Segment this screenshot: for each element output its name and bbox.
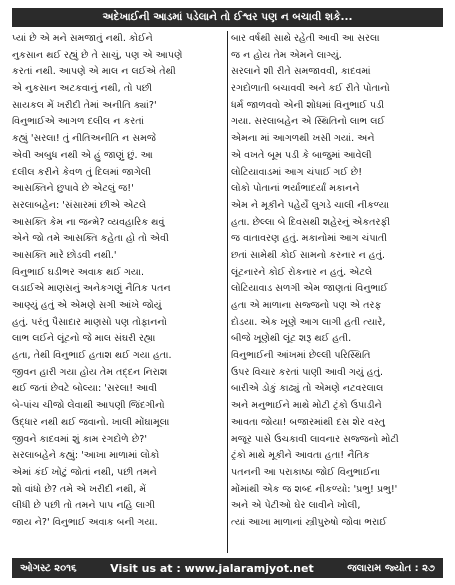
text-line: લોકો પોતાનાં ભર્યાભાદર્યાં મકાનને — [231, 183, 360, 195]
page-footer — [12, 558, 443, 578]
text-line: એ વખતે બૂમ પડી કે બાજુમાં આવેલી — [231, 149, 372, 161]
text-line: જાય ને?' વિનુભાઈ અવાક બની ગયા. — [12, 516, 158, 528]
text-line: લોટિયાવાડ સળગી એમ જાણતાં વિનુભાઈ — [231, 283, 388, 295]
text-line: જીવન હારી ગયા હોય તેમ તદ્દન નિરાશ — [12, 366, 168, 378]
text-line: અને મનુભાઈને માથે મોટી ટ્રંકો ઉપાડીને — [231, 400, 382, 412]
text-line: થઈ જતાં છેવટે બોલ્યા: 'સરલા! આવી — [12, 383, 158, 395]
text-line: આણ્યું હતું એ એમણે સગી આંખે જોયું — [12, 300, 162, 311]
text-line: લૂંટનારને કોઈ રોકનાર ન હતું. એટલે — [231, 266, 373, 278]
text-line: મજૂર પાસે ઉચકાવી લાવનાર સજ્જનો મોટી — [231, 433, 399, 445]
text-line: આસક્તિ કેમ ના જન્મે? વ્યવહારિક થવું — [12, 216, 165, 228]
text-line: લોટિયાવાડમાં આગ ચંપાઈ ગઈ છે! — [231, 166, 363, 178]
text-line: પ્યાં છે એ મને સમજાતું નથી. કોઈને — [12, 33, 153, 44]
text-line: નુકસાન થઈ રહ્યું છે તે સાચું, પણ એ આપણે — [12, 49, 183, 61]
text-line: સરલાબહેન: 'સંસારમાં છીએ એટલે — [12, 199, 147, 211]
text-line: એમાં કંઈ ખોટું જોતાં નથી, પછી તમને — [12, 466, 157, 478]
text-line: હતા, તેથી વિનુભાઈ હતાશ થઈ ગયા હતા. — [12, 350, 172, 362]
text-line: એ નુકસાન અટકવાનું નથી, તો પછી — [12, 83, 152, 95]
column-divider — [227, 31, 228, 553]
article-columns — [12, 31, 443, 553]
footer-website[interactable]: Visit us at : www.jalaramjyot.net — [110, 561, 314, 575]
text-line: અને એ પેટીઓ ઘેર લાવીને ખોલી, — [231, 500, 361, 512]
text-line: મોંમાંથી એક જ શબ્દ નીકળ્યો: 'પ્રભુ! પ્રભુ!' — [231, 483, 398, 495]
text-line: દોડયા. એક ખૂણે આગ લાગી હતી ત્યારે, — [231, 316, 386, 328]
text-line: વિનુભાઈની આંખમાં છેલ્લી પરિસ્થિતિ — [231, 350, 371, 362]
article-header — [12, 8, 443, 27]
text-line: ધર્મ જાળવવો એની શોધમાં વિનુભાઈ પડી — [231, 99, 385, 111]
text-line: છતાં સામેથી કોઈ સામનો કરનાર ન હતું. — [231, 249, 386, 261]
text-line: બાર વર્ષથી સાથે રહેતી આવી આ સરલા — [231, 33, 380, 44]
text-line: પતનની આ પરાકાષ્ઠા જોઈ વિનુભાઈના — [231, 466, 380, 478]
text-line: બીજે ખૂણેથી લૂંટ શરૂ થઈ હતી. — [231, 333, 352, 345]
article-title: અદેખાઈની આડમાં પડેલાને તો ઈશ્વર પણ ન બચાવી શકે... — [102, 11, 353, 23]
text-line: જીવને કાદવમાં શું કામ રગદોળે છે?' — [12, 433, 147, 445]
text-line: હતા. છેલ્લા બે દિવસથી શહેરનું એકતરફી — [231, 216, 391, 228]
text-line: લડાઈએ માણસનું અનેકગણું નૈતિક પતન — [12, 283, 171, 295]
text-line: સરલાને શી રીતે સમજાવવી, કાદવમાં — [231, 66, 371, 78]
text-line: બે-પાંચ ચીજો લેવાથી આપણી જિંદગીનો — [12, 400, 165, 412]
text-line: હતું. પરંતુ પૈસાદાર માણસો પણ તોફાનનો — [12, 316, 167, 328]
text-line: એમ ને મૂકીને પહેર્યે લુગડે ચાલી નીકળ્યા — [231, 199, 390, 211]
text-line: સરલાબહેને કહ્યું: 'આખા માળામાં લોકો — [12, 450, 160, 462]
text-line: એવી અબુધ નથી એ હું જાણું છું. આ — [12, 149, 153, 161]
text-line: દલીલ કરીને કેવળ તું દિલમાં જાગેલી — [12, 166, 151, 178]
text-line: જ વાતાવરણ હતું. મકાનોમાં આગ ચંપાતી — [231, 233, 388, 245]
text-line: રગદોળાતી બચાવવી અને કઈ રીતે પોતાનો — [231, 83, 390, 95]
text-line: એને જો તમે આસક્તિ કહેતા હો તો એવી — [12, 233, 169, 245]
text-line: ટ્રંકો માથે મૂકીને આવતા હતા! નૈતિક — [231, 450, 370, 462]
text-line: જ ન હોય તેમ એમને લાગ્યું. — [231, 49, 342, 61]
text-line: વિનુભાઈએ આગળ દલીલ ન કરતાં — [12, 116, 144, 128]
text-line: ઉદ્ધાર નથી થઈ જવાનો. ખાલી મોંઘામૂલા — [12, 416, 170, 428]
text-line: ગયા. સરલાબહેન એ સ્થિતિનો લાભ લઈ — [231, 116, 385, 128]
text-line: ત્યાં આખા માળાનાં સ્ત્રીપુરુષો જોવા ભરાઈ — [231, 516, 387, 528]
text-line: હતા એ માળાના સજ્જનો પણ એ તરફ — [231, 300, 382, 311]
text-line: શો વાંધો છે? તમે એ ખરીદી નથી, મેં — [12, 483, 147, 495]
text-line: લાભ લઈને લૂંટનો જે માલ સંઘરી રહ્યા — [12, 333, 156, 345]
footer-page-number: જલારામ જ્યોત : ૨૭ — [347, 562, 435, 574]
text-line: એમના માં આગળથી ખસી ગયાં. અને — [231, 133, 375, 145]
left-column — [12, 31, 224, 553]
text-line: આવતા જોયા! બજારમાંથી દસ શેર વસ્તુ — [231, 416, 385, 428]
text-line: ઉપર વિચાર કરતાં પાણી આવી ગયું હતું. — [231, 366, 384, 378]
text-line: સાયકલ મેં ખરીદી તેમાં અનીતિ ક્યાં?' — [12, 99, 157, 111]
text-line: બારીએ ડોકું કાઢ્યું તો એમણે નટવરલાલ — [231, 383, 384, 395]
text-line: લીધી છે પછી તો તમને પાપ નહિ લાગી — [12, 500, 155, 512]
text-line: આસક્તિને છુપાવે છે એટલું જ!' — [12, 183, 134, 195]
text-line: વિનુભાઈ ઘડીભર અવાક થઈ ગયા. — [12, 266, 145, 278]
text-line: આસક્તિ મારે છોડવી નથી.' — [12, 249, 117, 261]
text-line: કહ્યું 'સરલા! તું નીતિઅનીતિ ન સમજે — [12, 133, 156, 145]
footer-issue-date: ઓગસ્ટ ૨૦૧૬ — [20, 562, 77, 574]
right-column — [231, 31, 443, 553]
text-line: કરતાં નથી. આપણે એ માલ ન લઈએ તેથી — [12, 66, 176, 78]
